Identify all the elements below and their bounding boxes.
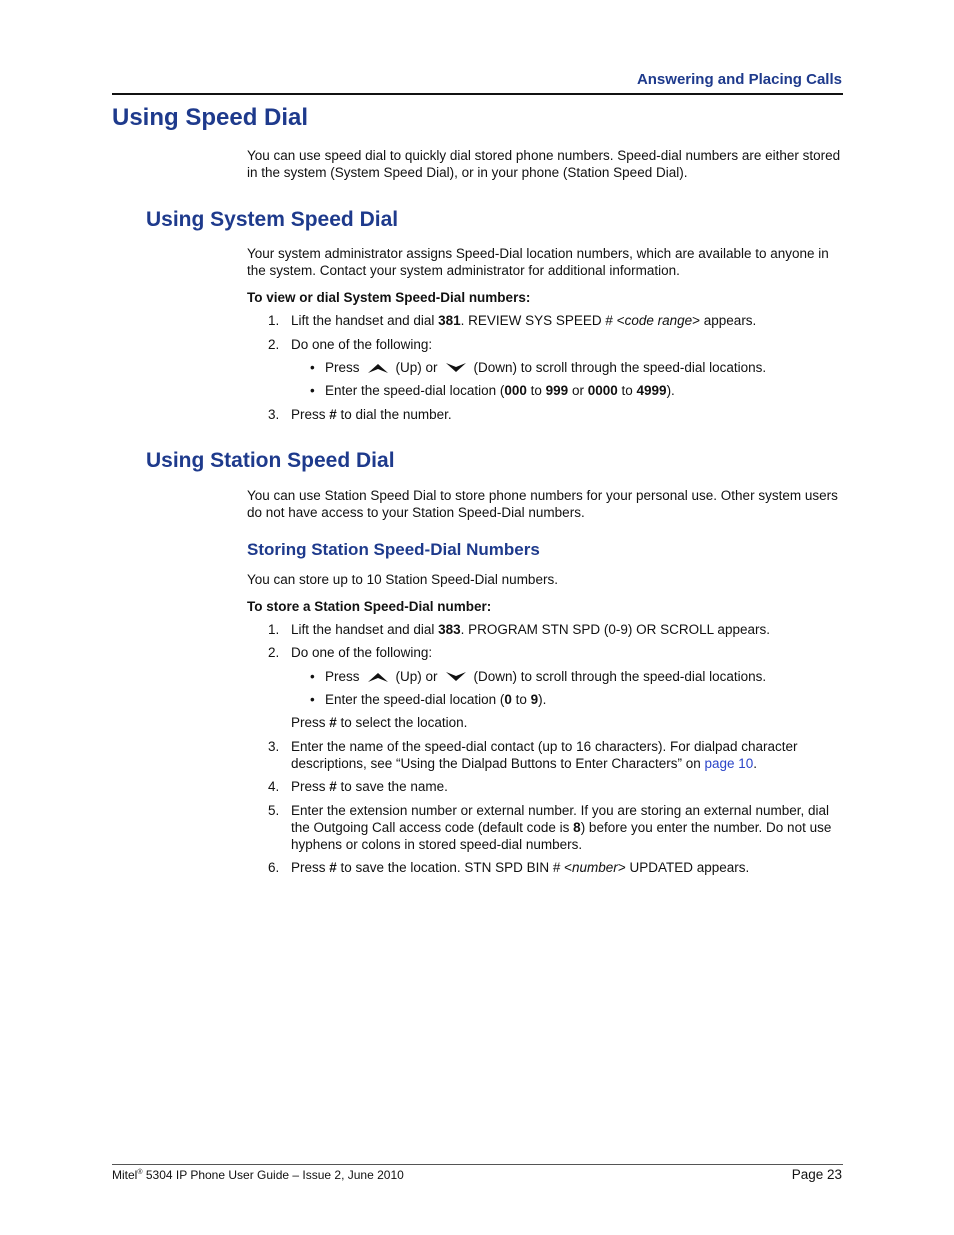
- station-paragraph: You can use Station Speed Dial to store phone numbers for your personal use. Other system users do not have access to your Station Speed-Dial numbers.: [247, 488, 838, 520]
- system-bullet-2: • Enter the speed-dial location (000 to 999 or 0000 to 4999).: [310, 383, 675, 398]
- step-number: 2.: [268, 645, 280, 660]
- down-arrow-icon: [445, 670, 467, 684]
- footer-document-info: Mitel® 5304 IP Phone User Guide – Issue 2, June 2010: [112, 1168, 404, 1182]
- station-step-5: [268, 802, 838, 853]
- step-text: Press # to dial the number.: [291, 407, 452, 422]
- step-text: Enter the name of the speed-dial contact (up to 16 characters). For dialpad character descriptions, see “Using the Dialpad Buttons to Enter Characters” on page 10.: [291, 739, 798, 771]
- header-rule: [112, 93, 843, 95]
- down-arrow-icon: [445, 361, 467, 375]
- step-number: 4.: [268, 779, 280, 794]
- footer-rule: [112, 1164, 843, 1165]
- up-arrow-icon: [367, 361, 389, 375]
- step-number: 3.: [268, 739, 280, 754]
- step-text: Do one of the following:: [291, 645, 433, 660]
- step-text: Lift the handset and dial 383. PROGRAM STN SPD (0-9) OR SCROLL appears.: [291, 622, 770, 637]
- section-heading-system: Using System Speed Dial: [146, 208, 399, 231]
- system-step-2: [268, 336, 838, 353]
- station-step-4: [268, 778, 838, 795]
- step-text: Press # to save the name.: [291, 779, 448, 794]
- system-step-1: [268, 312, 838, 329]
- press-select-line: Press # to select the location.: [291, 715, 468, 730]
- system-procedure-title: To view or dial System Speed-Dial numbers:: [247, 290, 531, 305]
- page-number: Page 23: [791, 1167, 842, 1182]
- step-number: 1.: [268, 622, 280, 637]
- system-step-3: [268, 406, 838, 423]
- step-number: 6.: [268, 860, 280, 875]
- step-number: 1.: [268, 313, 280, 328]
- subsection-heading-storing: Storing Station Speed-Dial Numbers: [247, 540, 540, 559]
- page-10-link[interactable]: page 10: [704, 756, 754, 771]
- section-heading-station: Using Station Speed Dial: [146, 449, 395, 472]
- step-number: 3.: [268, 407, 280, 422]
- page-title: Using Speed Dial: [112, 104, 309, 131]
- intro-paragraph: You can use speed dial to quickly dial stored phone numbers. Speed-dial numbers are either stored in the system (System Speed Dial), or in your phone (Station Speed Dial).: [247, 148, 841, 180]
- step-text: Enter the extension number or external number. If you are storing an external number, dial the Outgoing Call access code (default code is 8) before you enter the number. Do not use hyphens or colons in stored speed-dial numbers.: [291, 803, 832, 852]
- bullet-marker: •: [310, 692, 315, 707]
- up-arrow-icon: [367, 670, 389, 684]
- step-number: 2.: [268, 337, 280, 352]
- step-text: Lift the handset and dial 381. REVIEW SYS SPEED # <code range> appears.: [291, 313, 757, 328]
- bullet-marker: •: [310, 360, 315, 375]
- storing-paragraph: You can store up to 10 Station Speed-Dial numbers.: [247, 572, 558, 587]
- bullet-marker: •: [310, 669, 315, 684]
- station-step-2: [268, 644, 838, 661]
- bullet-marker: •: [310, 383, 315, 398]
- station-step-3: [268, 738, 838, 772]
- station-step-6: [268, 859, 838, 876]
- system-paragraph: Your system administrator assigns Speed-Dial location numbers, which are available to anyone in the system. Contact your system administrator for additional information.: [247, 246, 829, 278]
- running-header: Answering and Placing Calls: [636, 71, 842, 88]
- step-number: 5.: [268, 803, 280, 818]
- step-text: Do one of the following:: [291, 337, 433, 352]
- system-bullet-1: • Press (Up) or (Down) to scroll through the speed-dial locations.: [310, 360, 767, 375]
- station-bullet-1: • Press (Up) or (Down) to scroll through the speed-dial locations.: [310, 669, 767, 684]
- station-step-1: [268, 621, 838, 638]
- step-text: Press # to save the location. STN SPD BIN # <number> UPDATED appears.: [291, 860, 750, 875]
- station-procedure-title: To store a Station Speed-Dial number:: [247, 599, 492, 614]
- station-bullet-2: • Enter the speed-dial location (0 to 9).: [310, 692, 547, 707]
